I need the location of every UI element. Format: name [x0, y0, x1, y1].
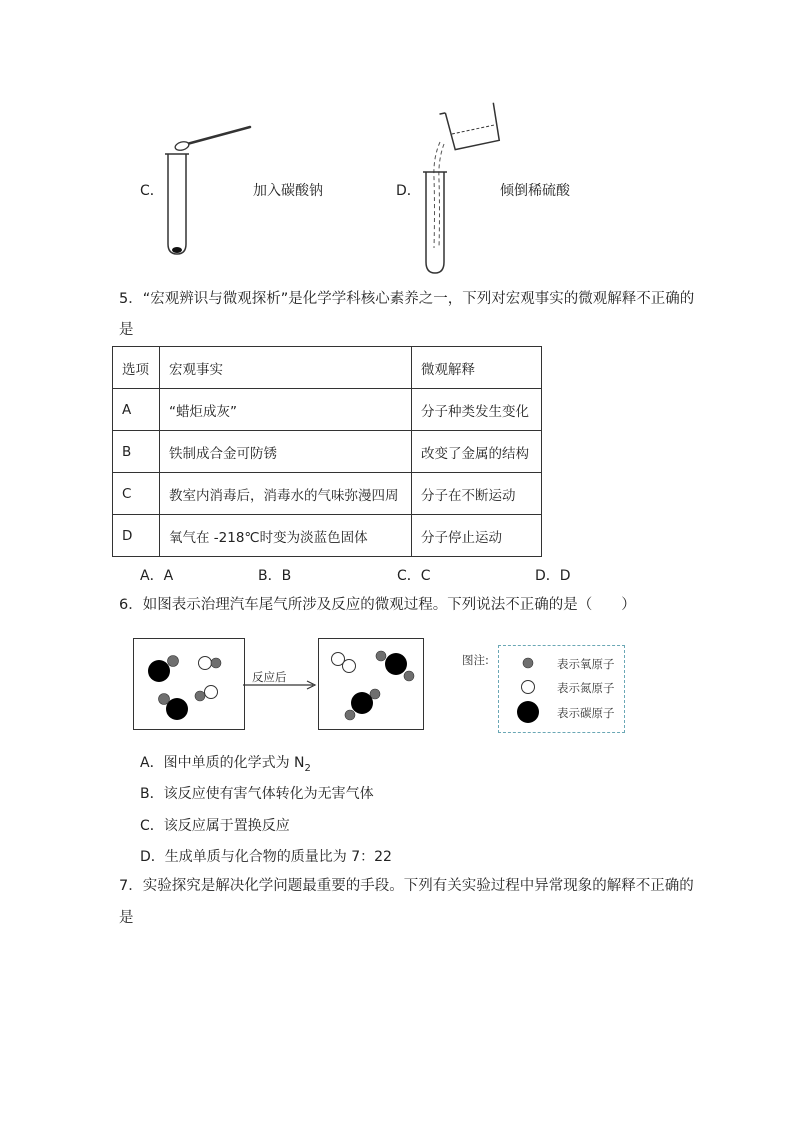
- legend-title: 图注:: [462, 653, 489, 667]
- beaker-pouring-illustration: [420, 98, 510, 278]
- table-cell: 改变了金属的结构: [412, 431, 542, 473]
- q5-choice-a[interactable]: A．A: [140, 568, 174, 584]
- after-molecules: [319, 639, 423, 729]
- option-c-letter: C．: [140, 183, 164, 199]
- table-cell: 教室内消毒后，消毒水的气味弥漫四周: [160, 473, 412, 515]
- legend-nitrogen-label: 表示氮原子: [557, 681, 615, 695]
- table-cell: C: [113, 473, 160, 515]
- carbon-atom-icon: [517, 701, 539, 723]
- before-molecules: [134, 639, 244, 729]
- table-row: [113, 431, 542, 473]
- q6-choice-a[interactable]: [140, 752, 311, 774]
- q6-choice-a-subscript: 2: [304, 762, 311, 774]
- q5-stem-line2: 是: [119, 322, 134, 338]
- nitrogen-atom-icon: [522, 681, 535, 694]
- table-cell: 分子停止运动: [412, 515, 542, 557]
- header-cell: 宏观事实: [160, 347, 412, 389]
- test-tube-spoon-illustration: [160, 120, 260, 260]
- table-row: [113, 515, 542, 557]
- option-c-caption: 加入碳酸钠: [253, 183, 323, 199]
- table-cell: 分子种类发生变化: [412, 389, 542, 431]
- table-cell: “蜡炬成灰”: [160, 389, 412, 431]
- header-cell: 选项: [113, 347, 160, 389]
- table-cell: 分子在不断运动: [412, 473, 542, 515]
- q5-choice-c[interactable]: C．C: [397, 568, 431, 584]
- table-row: [113, 389, 542, 431]
- table-cell: B: [113, 431, 160, 473]
- reaction-arrow-icon: [243, 678, 318, 692]
- option-d-caption: 倾倒稀硫酸: [500, 183, 570, 199]
- q6-choice-c[interactable]: C．该反应属于置换反应: [140, 818, 290, 834]
- table-cell: 氧气在 -218℃时变为淡蓝色固体: [160, 515, 412, 557]
- q5-stem-line1: 5．“宏观辨识与微观探析”是化学学科核心素养之一，下列对宏观事实的微观解释不正确的: [119, 291, 695, 307]
- q6-stem: 6．如图表示治理汽车尾气所涉及反应的微观过程。下列说法不正确的是（ ）: [119, 597, 636, 613]
- q7-stem-line1: 7．实验探究是解决化学问题最重要的手段。下列有关实验过程中异常现象的解释不正确的: [119, 878, 694, 894]
- q6-choice-a-text: A．图中单质的化学式为 N: [140, 755, 305, 771]
- q5-choice-d[interactable]: D．D: [535, 568, 571, 584]
- table-cell: A: [113, 389, 160, 431]
- table-cell: 铁制成合金可防锈: [160, 431, 412, 473]
- table-header-row: [113, 347, 542, 389]
- q5-table: [112, 346, 542, 557]
- legend-carbon-label: 表示碳原子: [557, 706, 615, 720]
- q7-stem-line2: 是: [119, 910, 134, 926]
- arrow-label: 反应后: [252, 670, 287, 684]
- option-d-letter: D．: [396, 183, 421, 199]
- oxygen-atom-icon: [523, 658, 533, 668]
- reaction-after-box: [318, 638, 424, 730]
- reaction-before-box: [133, 638, 245, 730]
- legend-icons: [510, 652, 550, 727]
- q5-choice-b[interactable]: B．B: [258, 568, 292, 584]
- table-cell: D: [113, 515, 160, 557]
- q6-choice-b[interactable]: B．该反应使有害气体转化为无害气体: [140, 786, 374, 802]
- q6-choice-d[interactable]: D．生成单质与化合物的质量比为 7：22: [140, 849, 392, 865]
- legend-oxygen-label: 表示氧原子: [557, 657, 615, 671]
- header-cell: 微观解释: [412, 347, 542, 389]
- table-row: [113, 473, 542, 515]
